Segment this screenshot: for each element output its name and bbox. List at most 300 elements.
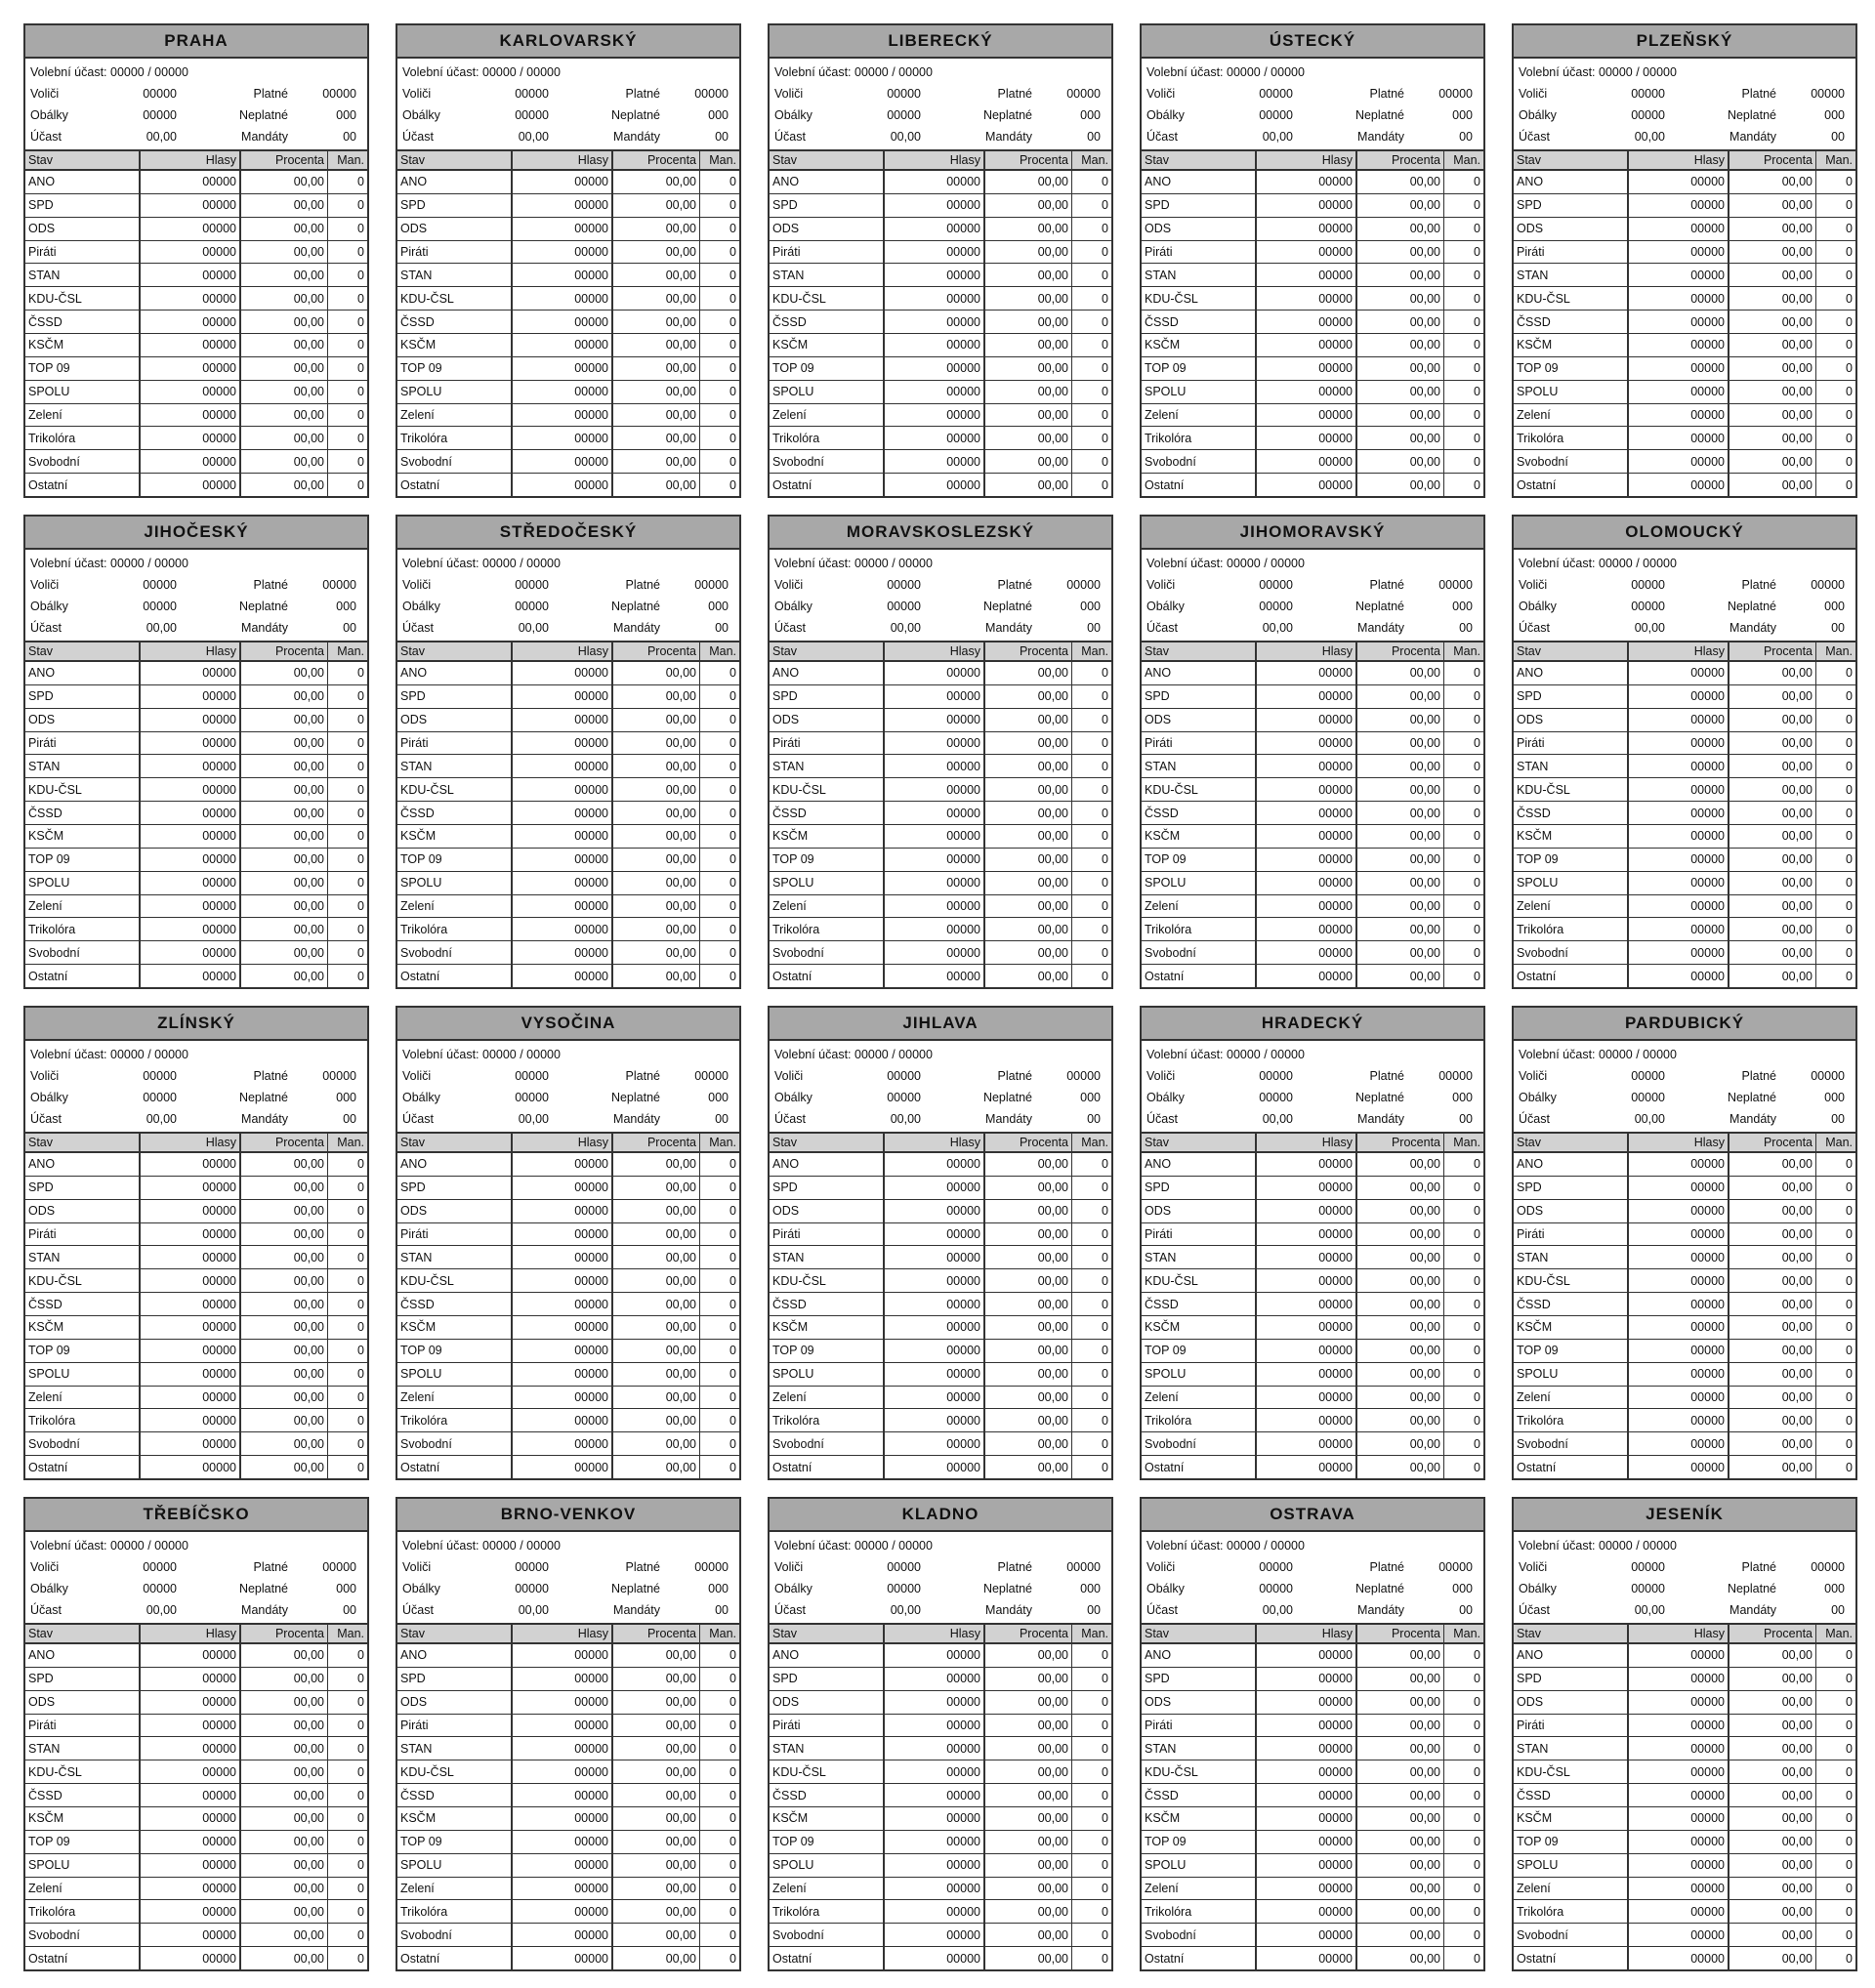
summary-label: Platné	[1741, 1069, 1776, 1083]
table-cell: SPOLU	[1514, 1362, 1628, 1386]
table-cell: Svobodní	[1514, 941, 1628, 965]
column-header: Hlasy	[512, 642, 612, 661]
table-cell: 00000	[1256, 333, 1356, 356]
table-cell: 0	[1072, 1760, 1112, 1784]
table-cell: 00000	[1256, 311, 1356, 334]
summary-value: 00000	[1631, 1560, 1665, 1574]
summary-label: Účast	[1146, 1112, 1178, 1126]
table-cell: 00,00	[1356, 1222, 1444, 1246]
summary-value: 00000	[143, 1582, 177, 1595]
table-cell: Ostatní	[770, 965, 884, 987]
summary-label: Mandáty	[241, 1603, 288, 1617]
table-row	[1142, 1246, 1483, 1269]
summary-label: Voliči	[30, 87, 60, 101]
table-row	[397, 708, 739, 731]
table-cell: ČSSD	[1514, 1293, 1628, 1316]
table-cell: 00000	[884, 474, 984, 496]
summary-label: Voliči	[402, 1560, 432, 1574]
table-cell: 00000	[140, 1222, 240, 1246]
table-row	[770, 778, 1111, 802]
table-cell: 00000	[1628, 474, 1729, 496]
table-row	[1514, 1176, 1855, 1199]
table-cell: 0	[700, 356, 740, 380]
table-cell: 00000	[1256, 474, 1356, 496]
table-cell: 00,00	[240, 708, 328, 731]
region-panel	[23, 515, 369, 989]
table-row	[25, 264, 367, 287]
table-cell: 00,00	[612, 1362, 700, 1386]
summary-line: Volební účast: 00000 / 00000	[774, 557, 933, 570]
summary-block	[397, 550, 739, 641]
table-cell: STAN	[1514, 1737, 1628, 1760]
table-cell: 00000	[1628, 755, 1729, 778]
table-cell: 0	[1816, 1432, 1856, 1456]
panel-title: PRAHA	[25, 25, 367, 59]
table-row	[770, 918, 1111, 941]
summary-value: 000	[708, 600, 729, 613]
table-cell: 0	[1072, 824, 1112, 848]
summary-value: 00	[1831, 1112, 1845, 1126]
table-row	[25, 1714, 367, 1737]
results-table	[1142, 641, 1483, 987]
table-cell: 00,00	[984, 755, 1072, 778]
table-cell: 00,00	[1729, 1737, 1816, 1760]
table-cell: 0	[1846, 969, 1853, 983]
summary-row	[774, 1578, 1106, 1599]
table-row	[1514, 356, 1855, 380]
table-cell: 00,00	[984, 1152, 1072, 1176]
table-cell: 0	[1072, 1386, 1112, 1409]
table-cell: 00000	[1256, 1853, 1356, 1877]
table-cell: STAN	[770, 264, 884, 287]
summary-block	[25, 1041, 367, 1132]
table-cell: 00000	[1628, 684, 1729, 708]
table-row	[1142, 1293, 1483, 1316]
table-cell: 00,00	[1729, 1409, 1816, 1432]
table-row	[397, 1760, 739, 1784]
summary-value: 00000	[1811, 87, 1845, 101]
summary-value: 00000	[1259, 1560, 1293, 1574]
table-cell: SPOLU	[770, 1853, 884, 1877]
table-cell: Piráti	[770, 731, 884, 755]
summary-row	[774, 617, 1106, 639]
summary-label: Platné	[253, 1069, 288, 1083]
table-cell: 00,00	[612, 1339, 700, 1362]
table-cell: 00,00	[1729, 287, 1816, 311]
table-cell: Trikolóra	[25, 427, 140, 450]
table-row	[1142, 824, 1483, 848]
table-cell: ODS	[25, 708, 140, 731]
table-cell: 00,00	[984, 170, 1072, 193]
table-cell: 00000	[512, 661, 612, 684]
summary-value: 00000	[1066, 1560, 1101, 1574]
table-cell: 00,00	[1729, 1806, 1816, 1830]
table-cell: 00000	[884, 894, 984, 918]
table-cell: 0	[1816, 731, 1856, 755]
column-header: Procenta	[1356, 1133, 1444, 1152]
summary-value: 00,00	[890, 130, 921, 144]
results-table	[770, 149, 1111, 496]
column-header: Hlasy	[1256, 1624, 1356, 1643]
table-cell: ANO	[1142, 1152, 1256, 1176]
table-cell: STAN	[397, 755, 512, 778]
table-cell: 0	[1816, 894, 1856, 918]
table-cell: 00,00	[984, 848, 1072, 871]
table-cell: 0	[700, 1246, 740, 1269]
summary-row	[1519, 596, 1851, 617]
table-cell: 0	[1444, 403, 1484, 427]
table-cell: 0	[700, 1339, 740, 1362]
summary-label: Účast	[402, 130, 434, 144]
table-cell: 00,00	[612, 1760, 700, 1784]
table-cell: TOP 09	[397, 1339, 512, 1362]
summary-label: Obálky	[402, 1582, 440, 1595]
summary-block	[1514, 59, 1855, 149]
table-row	[397, 1643, 739, 1667]
summary-label: Mandáty	[613, 130, 660, 144]
table-cell: 00,00	[612, 755, 700, 778]
table-cell: 00,00	[984, 1339, 1072, 1362]
summary-value: 00,00	[518, 1603, 549, 1617]
table-cell: 0	[700, 403, 740, 427]
table-cell: 00000	[1628, 941, 1729, 965]
table-cell: 00000	[1628, 1900, 1729, 1924]
summary-block	[1514, 550, 1855, 641]
table-cell: 0	[700, 731, 740, 755]
table-cell: 00,00	[1729, 217, 1816, 240]
table-cell: 00000	[512, 1924, 612, 1947]
table-cell: 00000	[512, 1806, 612, 1830]
table-cell: 00,00	[1356, 1246, 1444, 1269]
table-cell: 00000	[1628, 661, 1729, 684]
summary-label: Neplatné	[610, 1582, 660, 1595]
results-table	[397, 1623, 739, 1969]
summary-block	[770, 1532, 1111, 1623]
table-cell: 0	[328, 802, 368, 825]
results-table	[1514, 1132, 1855, 1478]
table-row	[770, 474, 1111, 496]
table-cell: 00000	[512, 264, 612, 287]
table-cell: 0	[1072, 661, 1112, 684]
table-cell: 0	[1816, 193, 1856, 217]
table-row	[397, 1199, 739, 1222]
table-row	[1514, 1784, 1855, 1807]
table-cell: 0	[1816, 1900, 1856, 1924]
summary-row	[1519, 1578, 1851, 1599]
table-row	[25, 1432, 367, 1456]
table-row	[25, 1830, 367, 1853]
table-row	[397, 941, 739, 965]
table-row	[25, 1339, 367, 1362]
table-cell: 00,00	[612, 1853, 700, 1877]
table-cell: 00,00	[240, 661, 328, 684]
table-cell: 00000	[1256, 708, 1356, 731]
table-cell: TOP 09	[397, 848, 512, 871]
table-cell: Svobodní	[397, 1924, 512, 1947]
table-cell: 00000	[140, 965, 240, 987]
summary-label: Neplatné	[982, 1582, 1032, 1595]
summary-value: 000	[1824, 600, 1845, 613]
column-header: Hlasy	[512, 1133, 612, 1152]
table-cell: 00,00	[1729, 661, 1816, 684]
table-cell: SPD	[1514, 193, 1628, 217]
table-cell: 00000	[1256, 193, 1356, 217]
table-cell: 0	[328, 778, 368, 802]
summary-label: Obálky	[774, 108, 812, 122]
table-cell: 00,00	[240, 1784, 328, 1807]
table-cell: 00000	[1256, 1690, 1356, 1714]
table-cell: 0	[1072, 1222, 1112, 1246]
table-header-row	[1514, 642, 1855, 661]
table-cell: Ostatní	[1142, 1947, 1256, 1969]
table-cell: 0	[1444, 1432, 1484, 1456]
table-row	[1514, 1362, 1855, 1386]
table-cell: 0	[328, 311, 368, 334]
table-cell: 00000	[1256, 1924, 1356, 1947]
table-cell: 00000	[1256, 1714, 1356, 1737]
table-row	[1142, 240, 1483, 264]
table-cell: 0	[700, 1386, 740, 1409]
table-cell: 0	[1444, 661, 1484, 684]
table-cell: KSČM	[25, 1806, 140, 1830]
table-cell: SPD	[25, 193, 140, 217]
table-header-row	[1142, 1133, 1483, 1152]
table-row	[1514, 1222, 1855, 1246]
region-panel	[23, 1006, 369, 1480]
summary-label: Obálky	[402, 600, 440, 613]
column-header: Hlasy	[1256, 642, 1356, 661]
table-row	[1142, 871, 1483, 894]
table-cell: 00,00	[1356, 1293, 1444, 1316]
table-row	[1514, 755, 1855, 778]
table-cell: 0	[1444, 1315, 1484, 1339]
column-header: Hlasy	[1628, 642, 1729, 661]
table-cell: 00,00	[612, 170, 700, 193]
table-cell: Trikolóra	[1514, 918, 1628, 941]
table-cell: 00,00	[612, 1830, 700, 1853]
table-cell: 00000	[1628, 450, 1729, 474]
table-cell: 0	[1816, 1386, 1856, 1409]
table-cell: 00000	[140, 1456, 240, 1478]
table-cell: 00,00	[612, 824, 700, 848]
table-cell: Ostatní	[1142, 474, 1256, 496]
table-cell: 0	[1444, 1900, 1484, 1924]
summary-label: Mandáty	[985, 1603, 1032, 1617]
table-cell: 00000	[140, 708, 240, 731]
table-row	[1142, 311, 1483, 334]
table-cell: 00000	[1256, 684, 1356, 708]
summary-label: Neplatné	[982, 600, 1032, 613]
table-cell: SPOLU	[25, 871, 140, 894]
table-cell: Piráti	[1142, 1222, 1256, 1246]
table-row	[397, 1900, 739, 1924]
table-row	[1142, 894, 1483, 918]
table-cell: 0	[1444, 1409, 1484, 1432]
table-row	[770, 684, 1111, 708]
table-cell: 00,00	[1729, 1667, 1816, 1690]
summary-label: Obálky	[1146, 1091, 1185, 1104]
region-panel	[1512, 1006, 1857, 1480]
table-row	[1514, 450, 1855, 474]
table-cell: STAN	[25, 1737, 140, 1760]
summary-value: 00,00	[890, 1112, 921, 1126]
column-header: Man.	[700, 1133, 740, 1152]
table-cell: 00,00	[612, 848, 700, 871]
table-cell: SPD	[1142, 1667, 1256, 1690]
summary-value: 00000	[1631, 1582, 1665, 1595]
table-cell: 0	[1816, 1339, 1856, 1362]
table-row	[770, 824, 1111, 848]
table-cell: 0	[1072, 894, 1112, 918]
column-header: Procenta	[1356, 150, 1444, 170]
table-cell: 0	[1816, 380, 1856, 403]
table-cell: 00000	[884, 1830, 984, 1853]
table-row	[1142, 1432, 1483, 1456]
region-panel	[1512, 23, 1857, 498]
summary-label: Mandáty	[1729, 130, 1776, 144]
table-row	[25, 1924, 367, 1947]
column-header: Procenta	[984, 1624, 1072, 1643]
table-row	[1142, 1806, 1483, 1830]
table-cell: KSČM	[770, 333, 884, 356]
summary-value: 000	[1452, 1091, 1473, 1104]
summary-label: Voliči	[30, 578, 60, 592]
summary-block	[770, 550, 1111, 641]
panel-title: PLZEŇSKÝ	[1514, 25, 1855, 59]
table-cell: 00000	[1628, 731, 1729, 755]
table-cell: Trikolóra	[770, 1409, 884, 1432]
table-cell: 0	[700, 848, 740, 871]
table-cell: 00000	[140, 1339, 240, 1362]
table-cell: ANO	[770, 170, 884, 193]
table-cell: 0	[1444, 1760, 1484, 1784]
table-cell: 0	[1102, 1460, 1108, 1474]
table-cell: Ostatní	[1514, 1456, 1628, 1478]
summary-value: 00000	[1438, 87, 1473, 101]
table-cell: KSČM	[1514, 1315, 1628, 1339]
table-row	[1142, 1152, 1483, 1176]
table-row	[25, 1760, 367, 1784]
table-cell: 0	[1072, 403, 1112, 427]
summary-label: Neplatné	[982, 108, 1032, 122]
table-cell: 00,00	[612, 661, 700, 684]
summary-label: Neplatné	[238, 1091, 288, 1104]
table-row	[1514, 871, 1855, 894]
table-cell: 00,00	[984, 1386, 1072, 1409]
table-cell: 00000	[1256, 1456, 1356, 1478]
table-cell: 0	[700, 264, 740, 287]
table-cell: ANO	[1514, 1152, 1628, 1176]
summary-row	[1146, 83, 1479, 104]
table-cell: 0	[1816, 1176, 1856, 1199]
table-cell: 00000	[1256, 403, 1356, 427]
summary-label: Platné	[997, 1069, 1032, 1083]
table-cell: 00000	[140, 778, 240, 802]
table-cell: 00,00	[1356, 264, 1444, 287]
summary-value: 00000	[1631, 578, 1665, 592]
table-cell: 00000	[512, 170, 612, 193]
table-cell: 00000	[512, 918, 612, 941]
summary-label: Obálky	[30, 600, 68, 613]
table-cell: 00000	[140, 1176, 240, 1199]
summary-block	[25, 1532, 367, 1623]
table-cell: 00,00	[1356, 708, 1444, 731]
table-cell: 00,00	[612, 1456, 700, 1478]
table-cell: 0	[700, 1432, 740, 1456]
table-cell: 00,00	[1356, 1667, 1444, 1690]
table-row	[397, 1667, 739, 1690]
table-cell: 00,00	[240, 474, 328, 496]
table-row	[770, 1269, 1111, 1293]
summary-value: 00,00	[1262, 1112, 1293, 1126]
summary-value: 00000	[1438, 1560, 1473, 1574]
table-cell: Ostatní	[1514, 965, 1628, 987]
summary-label: Voliči	[402, 1069, 432, 1083]
table-cell: 0	[1072, 1409, 1112, 1432]
summary-label: Neplatné	[238, 1582, 288, 1595]
table-cell: 00,00	[612, 287, 700, 311]
table-row	[25, 1456, 367, 1478]
table-row	[1514, 1339, 1855, 1362]
table-cell: 0	[1444, 170, 1484, 193]
table-cell: SPOLU	[1142, 1362, 1256, 1386]
table-row	[25, 965, 367, 987]
table-row	[1142, 1339, 1483, 1362]
table-row	[770, 708, 1111, 731]
table-cell: 00000	[512, 1293, 612, 1316]
table-cell: 0	[1444, 311, 1484, 334]
table-cell: 00,00	[240, 1760, 328, 1784]
table-cell: 00000	[884, 708, 984, 731]
table-header-row	[770, 642, 1111, 661]
table-cell: 00000	[884, 1176, 984, 1199]
summary-value: 00,00	[146, 130, 177, 144]
table-row	[770, 1760, 1111, 1784]
summary-label: Obálky	[1146, 108, 1185, 122]
summary-row	[402, 617, 734, 639]
table-cell: 00,00	[240, 1924, 328, 1947]
table-cell: 00,00	[1729, 1246, 1816, 1269]
table-cell: TOP 09	[1514, 1339, 1628, 1362]
table-cell: 00,00	[240, 1830, 328, 1853]
summary-value: 00	[1459, 130, 1473, 144]
summary-value: 00	[343, 1112, 356, 1126]
table-cell: 00,00	[1356, 1152, 1444, 1176]
table-cell: 00000	[884, 1432, 984, 1456]
summary-value: 00000	[1066, 1069, 1101, 1083]
table-row	[1142, 1947, 1483, 1969]
table-cell: 00000	[1628, 848, 1729, 871]
table-cell: 00,00	[984, 1853, 1072, 1877]
table-cell: 00000	[140, 1293, 240, 1316]
table-cell: 00000	[1256, 778, 1356, 802]
table-cell: 0	[1816, 1667, 1856, 1690]
table-cell: 00,00	[612, 1643, 700, 1667]
table-cell: STAN	[1142, 755, 1256, 778]
summary-value: 000	[336, 1091, 356, 1104]
table-cell: 0	[1072, 1362, 1112, 1386]
table-cell: 00,00	[984, 1409, 1072, 1432]
table-cell: 00,00	[612, 403, 700, 427]
table-cell: 00,00	[1356, 217, 1444, 240]
summary-row	[1146, 1108, 1479, 1130]
table-cell: ČSSD	[770, 1293, 884, 1316]
summary-row	[402, 126, 734, 147]
table-cell: 00000	[884, 802, 984, 825]
table-cell: Piráti	[397, 1714, 512, 1737]
summary-label: Účast	[1146, 621, 1178, 635]
table-cell: TOP 09	[1514, 848, 1628, 871]
